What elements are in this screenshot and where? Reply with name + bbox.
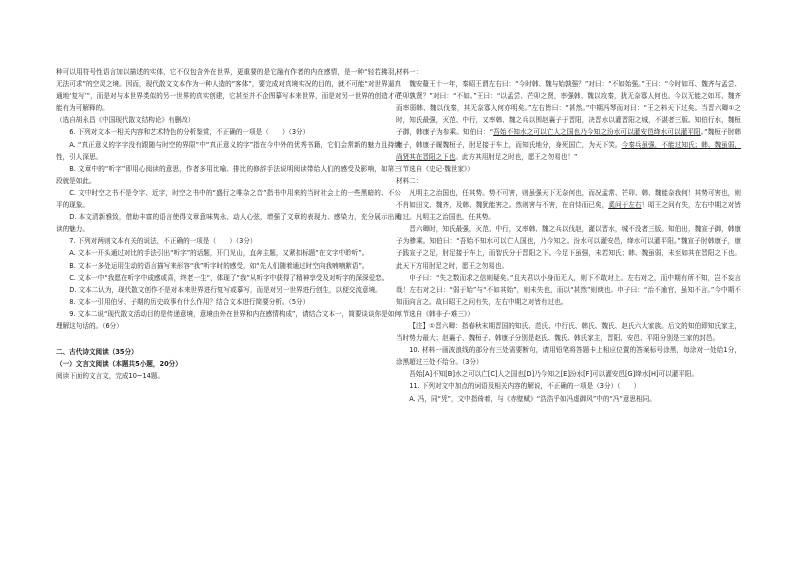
material-2-para-3: 申子曰：“失之数而求之信则疑矣。”且夫君以小身而无人，则下不敢对上。左右对之，而中期有所不知，岂不妄言哉！左右对之曰：“弱于始”与“不如其始”，则未失也，而以“甚然”则谀也。申子曰：“治不逾官，虽知不言。”今中期不知而向言之。故曰昭王之问有失，左右中期之对皆有过也。: [396, 273, 741, 306]
source-citation-2: （节选自《韩非子·难三》）: [396, 309, 474, 318]
question-8: 8. 文本一引用伯牙、子期的历史故事有什么作用？结合文本进行简要分析。（5分）: [69, 297, 310, 306]
material-1-part: 。此方其用肘足之时也，愿王之勿易也！”: [455, 152, 578, 161]
annotation-note: 【注】①晋六卿：指春秋末期晋国的知氏、范氏、中行氏、韩氏、魏氏、赵氏六大家族。后文的知伯即知氏家主，当时势力最大；赵襄子、魏桓子、韩康子分别是赵氏、魏氏、韩氏家主，晋阳、安邑、平阳分别是三家的封邑。: [396, 321, 741, 343]
material-1-part: 魏安釐王十一年，秦昭王谓左右曰：“今时韩、魏与始孰强？”对曰：“不如始强。”王曰：“今时如耳、魏齐与孟尝、芒卯孰贤？”对曰：“不如。”王曰：“以孟尝、芒卯之贤，率强韩、魏以攻秦，犹无奈寡人何也。今以无能之如耳、魏齐而率弱韩、魏以伐秦，其无奈寡人何亦明矣。”左右皆曰：“甚然。”中期冯琴而对曰：“王之料天下过矣。当晋六卿①之时，知氏最强，灭范、中行，又率韩、魏之兵以围赵襄子于晋阳，决晋水以灌晋阳之城，不湛者三版。知伯行水，魏桓子御，韩康子为参乘。知伯曰：“: [396, 80, 741, 137]
wavy-underline-text: 吾始不知水之可以亡人之国也乃今知之汾水可以灌安邑绛水可以灌平阳: [493, 128, 701, 137]
option-6b: B. 文章中的“听字”即用心阅读的意思，作者多用比喻、排比的修辞手法说明阅读带给人们的感受及影响，如第三段就是如此。: [56, 164, 401, 185]
material-1-part: 。”魏桓子肘韩康子，韩康子履魏桓子，肘足接于车上，而知氏地分，身死国亡，为天下笑。: [396, 128, 741, 149]
question-6: 6. 下列对文本一相关内容和艺术特色的分析鉴赏，不正确的一项是（ ）（3分）: [69, 128, 310, 137]
source-citation-1: （节选自《史记·魏世家》）: [396, 164, 474, 173]
section-2a-heading: （一）文言文阅读（本题共5小题，20分）: [56, 360, 182, 369]
reading-instruction: 阅读下面的文言文，完成10~14题。: [56, 372, 165, 381]
question-9: 9. 文本二说“现代散文活动目的是传递意境，意境由外在世界和内在感情构成”，请结合文本一，简要谈谈你是如何理解这句话的。（6分）: [56, 309, 401, 330]
material-2-part: ！: [641, 201, 649, 210]
option-6c: C. 文中时空之书不是令字、近字，时空之书中的“盛行之唯杂之音”指书中用来的当时社会上的一些黑暗的、不公平的现象。: [56, 188, 401, 210]
question-10-text: 吾始[A]不知[B]水之可以亡[C]人之国也[D]乃今知之[E]汾水[F]可以灌安邑[G]绛水[H]可以灌平阳。: [409, 370, 699, 379]
option-7b: B. 文本一多处运用生动的语言描写来形容“我”听字时的感受，如“先人们随着通过时空向我喃喃絮语”。: [69, 261, 369, 270]
question-11: 11. 下列对文中加点的词语及相关内容的解说，不正确的一项是（3分）（ ）: [409, 382, 641, 391]
source-citation: （选自胡永昌《中国现代散文结构论》有删改）: [56, 116, 195, 125]
option-7a: A. 文本一开头通过对比的手法引出“听字”的话题，开门见山，直奔主题，又紧扣标题“在文字中聆听”。: [69, 249, 369, 258]
passage-text: 种可以用符号性语言加以描述的实体，它不仅包含外在世界，更重要的是它融有作者的内在感情，是一种“轻若拂羽，无法可求”的空灵之境。因而，现代散文文本作为一种人造的“客体”，要完成对真境实况的目的，就不可能“对世界逼真通地‘复写’”，而是对与本世界类似的另一世界的真实创建，它甚至并不企图摹写本来世界，而是对另一世界的创造才可能有为可解释的。: [56, 68, 401, 113]
left-column: [56, 66, 401, 382]
option-6d: D. 本文清新雅致，借助丰富的语言使得文章意味隽永、动人心弦，增强了文章的表现力、感染力，充分展示出阅读的魅力。: [56, 213, 401, 234]
material-1-text: [396, 78, 741, 163]
material-2-part: 凡明主之治国也，任其势。势不可害，则虽强天下无奈何也，而况孟常、芒卯、韩、魏能奈我何！其势可害也，则不肖如田文、魏齐，及韩、魏犹能害之。然则害与不害，在自恃而已矣，: [396, 188, 741, 210]
question-7: 7. 下列对两则文本有关的说法，不正确的一项是（ ）（3分）: [69, 237, 257, 246]
section-2-heading: 二、古代诗文阅读（35分）: [56, 348, 138, 357]
option-6a: A. “真正意义的字字没有跟随与时空的界限”中“真正意义的字”指在今中外的优秀书籍，它们会常新的魅力且持续性，引人深思。: [56, 140, 401, 161]
material-2-part: 昭王之问有失，左右中期之对皆有过。凡明主之治国也，任其势。: [396, 201, 742, 222]
question-10: 10. 材料一画波浪线的部分有三处需要断句，请用铅笔将答题卡上相应位置的答案标号涂黑，每涂对一处给1分，涂黑超过三处不给分。（3分）: [396, 346, 741, 367]
material-2-label: 材料二：: [396, 176, 423, 185]
option-11a: A. 冯，同“凭”，文中指倚着，与《赤壁赋》“浩浩乎如冯虚御风”中的“冯”意思相同。: [409, 394, 656, 403]
material-2-para-2: 晋六卿时，知氏最强，灭范、中行，又率韩、魏之兵以伐赵，灌以晋水，城不没者三版。知伯出，魏宣子御，韩康子为骖乘。知伯曰：“吾始不知水可以亡人国也，乃今知之。汾水可以灌安邑，绛水可以灌平阳。”魏宣子肘韩康子，康子践宣子之足，肘足接于车上，而智氏分于晋阳之下。今足下虽强，未若知氏；韩、魏虽弱，未至如其在晋阳之下也。此天下方用肘足之时，愿王之勿易也。: [396, 225, 741, 270]
material-2-text: [396, 187, 741, 223]
underlined-sentence: 奚问于左右: [608, 201, 642, 210]
underlined-sentence: 今秦兵虽强，不能过知氏；韩、魏虽弱，尚贤其在晋阳之下也: [396, 140, 742, 161]
right-column: [396, 66, 741, 405]
option-7c: C. 文本一中“我愿在听字中成感或喜，终老一生”，体现了“我”从听字中获得了精神享受及对听字的深深爱恋。: [69, 273, 389, 282]
material-1-label: 材料一：: [396, 68, 423, 76]
option-7d: D. 文本二认为，现代散文创作不是对本来世界进行复写或摹写，而是对另一世界进行创生，以便交流意境。: [69, 285, 382, 294]
